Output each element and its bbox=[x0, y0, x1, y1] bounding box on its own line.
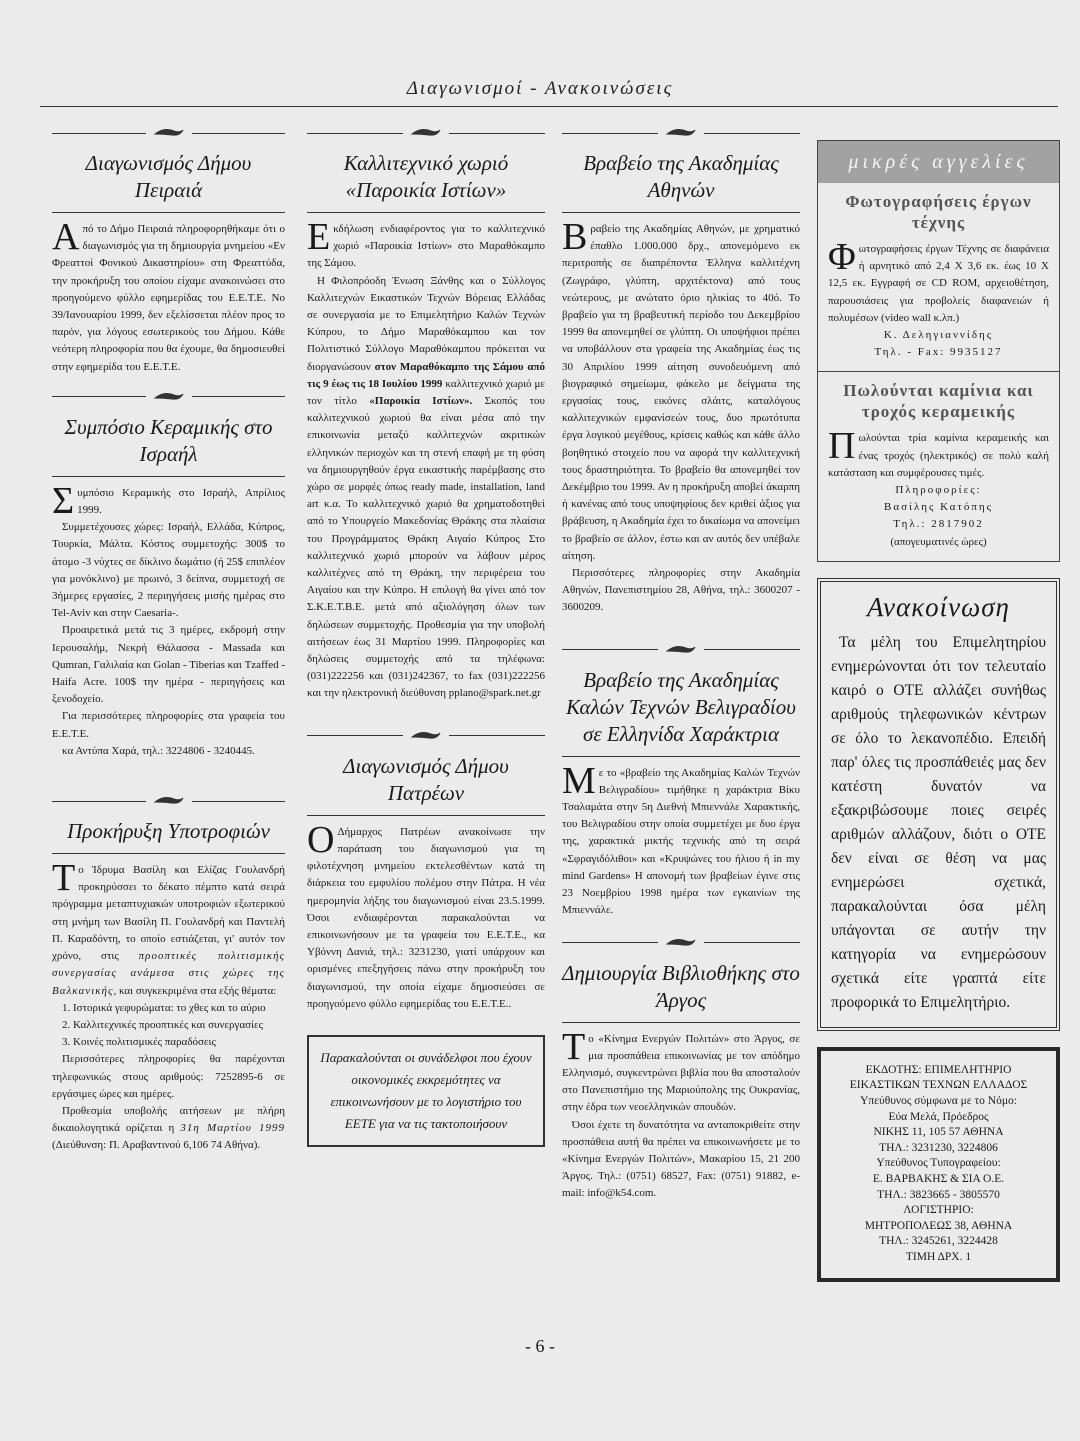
paragraph: Η Φιλοπρόοδη Ένωση Ξάνθης και ο Σύλλογος Καλλιτεχνών Εικαστικών Τεχνών Βόρειας Ελλάδας σε συνεργασία με το Επιμελητήριο Καλών Τεχνών Κύπρου, το Δήμο Μαραθόκαμπου και τον Πολιτιστικό Σύλλογο Μαραθόκαμπου πρόκειται να διοργανώσουν bbox=[307, 274, 545, 373]
ad-title: Φωτογραφήσεις έργων τέχνης bbox=[845, 192, 1032, 232]
ad-phone: Τηλ.: 2817902 bbox=[893, 518, 984, 531]
paragraph: καλλιτεχνικό χωριό με τον τίτλο bbox=[307, 377, 545, 408]
quill-ornament-icon bbox=[664, 935, 698, 951]
paragraph: Περισσότερες πληροφορίες στην Ακαδημία Αθηνών, Πανεπιστημίου 28, Αθήνα, τηλ.: 3600207 - 3600209. bbox=[562, 567, 800, 614]
emphasis: προοπτικές πολιτισμικής συνεργασίας ανάμεσα στις χώρες της Βαλκανικής bbox=[52, 950, 285, 997]
paragraph: Για περισσότερες πληροφορίες στα γραφεία του Ε.Ε.Τ.Ε. bbox=[52, 710, 285, 740]
article-patras-body bbox=[307, 818, 545, 1013]
publisher-line: Ε. ΒΑΡΒΑΚΗΣ & ΣΙΑ Ο.Ε. bbox=[872, 1173, 1005, 1185]
paragraph: Δήμαρχος Πατρέων ανακοίνωσε την παράταση του διαγωνισμού για τη φιλοτέχνηση μνημείου εκτελεσθέντων κατά τη διάρκεια του εμφυλίου πολέμου στην Πάτρα. Η νέα ημερομηνία λήξης του διαγωνισμού είναι 23.5.1999. Όσοι ενδιαφέρονται παρακαλούνται να επικοινωνήσουν με τα γραφεία του Ε.Ε.Τ.Ε., κα Υβόννη Δανιά, τηλ.: 3231230, γιατί υπάρχουν και ορισμένες επεξηγήσεις πάνω στην προκήρυξη του διαγωνισμού, την οποία είχαμε δημοσιεύσει σε προηγούμενο φύλλο εφημερίδας του Ε.Ε.Τ.Ε.. bbox=[307, 825, 545, 1010]
list-item: 1. Ιστορικά γεφυρώματα: το χθες και το αύριο bbox=[62, 1001, 266, 1014]
drop-cap: Φ bbox=[828, 236, 856, 278]
ad-phone: Τηλ. - Fax: 9935127 bbox=[874, 346, 1003, 359]
article-title: Προκήρυξη Υποτροφιών bbox=[52, 812, 285, 854]
publisher-line: ΤΗΛ.: 3231230, 3224806 bbox=[879, 1141, 998, 1154]
drop-cap: Τ bbox=[52, 857, 76, 900]
article-piraeus-body bbox=[52, 216, 285, 376]
publisher-line: Υπεύθυνος Τυπογραφείου: bbox=[876, 1157, 1001, 1170]
paragraph: Συμμετέχουσες χώρες: Ισραήλ, Ελλάδα, Κύπρος, Τουρκία, Μάλτα. Κόστος συμμετοχής: 300$ το άτομο -3 νύχτες σε δίκλινο δωμάτιο (ή 25$ επιπλέον για μονόκλινο) με πρωινό, 3 δείπνα, συμμετοχή σε 3ήμερες εργασίες, 2 περιηγήσεις μισής ημέρας στο Tel-Aviv και στην Caesaria-. bbox=[52, 521, 285, 620]
page-number: - 6 - bbox=[525, 1336, 555, 1356]
ornament-divider bbox=[307, 725, 545, 747]
paragraph: , και συγκεκριμένα στα εξής θέματα: bbox=[113, 984, 277, 997]
publisher-line: ΛΟΓΙΣΤΗΡΙΟ: bbox=[903, 1204, 974, 1217]
article-scholarships-body bbox=[52, 857, 286, 1154]
article-title: Καλλιτεχνικό χωριό «Παροικία Ιστίων» bbox=[307, 144, 545, 213]
drop-cap: Τ bbox=[562, 1025, 586, 1068]
paragraph: Προθεσμία υποβολής αιτήσεων με πλήρη δικαιολογητικά ορίζεται η bbox=[52, 1104, 285, 1135]
ad-contact: Βασίλης Κατόπης bbox=[884, 501, 993, 514]
ad-title: Πωλούνται καμίνια και τροχός κεραμεικής bbox=[843, 381, 1034, 422]
quill-ornament-icon bbox=[152, 389, 186, 405]
bold-dates: στον Μαραθόκαμπο της Σάμου από τις 9 έως τις 18 Ιουλίου 1999 bbox=[307, 360, 545, 390]
publisher-line: ΤΙΜΗ ΔΡΧ. 1 bbox=[905, 1250, 972, 1263]
header-rule bbox=[40, 106, 1058, 107]
quill-ornament-icon bbox=[409, 728, 443, 744]
column-2 bbox=[307, 118, 545, 1147]
ornament-divider bbox=[562, 122, 800, 144]
article-title: Συμπόσιο Κεραμικής στο Ισραήλ bbox=[52, 408, 285, 477]
article-belgrade-body bbox=[562, 759, 800, 920]
drop-cap: Α bbox=[52, 216, 80, 258]
paragraph: ε το «βραβείο της Ακαδημίας Καλών Τεχνών Βελιγραδίου» τιμήθηκε η χαράκτρια Βίκυ Τσαλαμάτα στην 5η Διεθνή Μπιεννάλε Χαρακτικής, του Βελιγραδίου στην οποία συμμετέχει με δυο έργα της, χαρακτικά μικτής τεχνικής από τη σειρά «Σφραγιδόλιθοι» και «Κρυψώνες του ήλιου ή in my mind Gardens» Η απονομή των βραβείων έγινε στις 23 Νοεμβρίου 1998 ημέρα των εγκαινίων της Μπιεννάλε. bbox=[562, 766, 800, 917]
ornament-divider bbox=[562, 639, 800, 661]
drop-cap: Π bbox=[828, 425, 856, 468]
publisher-box bbox=[817, 1047, 1060, 1282]
accounting-notice-box: Παρακαλούνται οι συνάδελφοι που έχουν οικονομικές εκκρεμότητες να επικοινωνήσουν με το λογιστήριο του ΕΕΤΕ για να τις τακτοποιήσουν bbox=[307, 1035, 545, 1147]
publisher-line: ΜΗΤΡΟΠΟΛΕΩΣ 38, ΑΘΗΝΑ bbox=[864, 1219, 1013, 1232]
bold-title: «Παροικία Ιστίων». bbox=[369, 395, 473, 408]
contact-line: κα Αντύπα Χαρά, τηλ.: 3224806 - 3240445. bbox=[62, 744, 255, 757]
classified-ad bbox=[818, 371, 1059, 560]
paragraph: (Διεύθυνση: Π. Αραβαντινού 6,106 74 Αθήνα). bbox=[52, 1139, 261, 1152]
article-title: Διαγωνισμός Δήμου Πατρέων bbox=[307, 747, 545, 816]
paragraph: κδήλωση ενδιαφέροντος για το καλλιτεχνικό χωριό «Παροικία Ιστίων» στο Μαραθόκαμπο της Σάμου. bbox=[307, 223, 545, 270]
ornament-divider bbox=[562, 932, 800, 954]
publisher-line: ΤΗΛ.: 3245261, 3224428 bbox=[879, 1235, 998, 1248]
paragraph: ο «Κίνημα Ενεργών Πολιτών» στο Άργος, σε μια προσπάθεια επικοινωνίας με τον απόδημο Ελληνισμό, συγκεντρώνει βιβλία που θα αποσταλούν στο Πανεπιστήμιο της Μαριούπολης της Ουκρανίας, στην έδρα των νεοελληνικών σπουδών. bbox=[562, 1032, 800, 1114]
column-3 bbox=[562, 118, 800, 1203]
list-item: 2. Καλλιτεχνικές προοπτικές και συνεργασίες bbox=[62, 1018, 264, 1031]
publisher-line: Εύα Μελά, Πρόεδρος bbox=[888, 1110, 989, 1123]
article-title: Βραβείο της Ακαδημίας Καλών Τεχνών Βελιγραδίου σε Ελληνίδα Χαράκτρια bbox=[562, 661, 800, 757]
ornament-divider bbox=[52, 122, 285, 144]
classifieds-banner: μικρές αγγελίες bbox=[818, 141, 1059, 183]
paragraph: ραβείο της Ακαδημίας Αθηνών, με χρηματικό έπαθλο 1.000.000 δρχ., απονεμόμενο εκ περιτροπής σε διαπρέποντα Έλληνα καλλιτέχνη (Ζωγράφο, γλύπτη, αρχιτέκτονα) από τους νεώτερους, με ανώτατο όριο ηλικίας το 40ό. Το βραβείο για τη βραβευτική περίοδο του Δεκεμβρίου 1999 θα απονεμηθεί σε γλύπτη. Οι υποψήφιοι πρέπει να υποβάλλουν στα γραφεία της Ακαδημίας έως τις 30 Απριλίου 1999 αίτηση συνοδευόμενη από βιογραφικό σημείωμα, φάκελο με δείγματα της εργασίας τους, εικόνες σλάιτς, καταλόγους καλλιτεχνικών εμφανίσεών τους, δυο πρωτότυπα έργα λογικού μεγέθους, κρίσεις καθώς και κάθε άλλο βοηθητικό στοιχείο που να αφορά την καλλιτεχνική τους δραστηριότητα. Το βραβείο θα απονεμηθεί τον Δεκέμβριο του 1999. Αν η προκήρυξη αποβεί άκαρπη ή κανένας από τους υποψηφίους δεν κριθεί άξιος για βράβευση, η Ακαδημία έχει το δικαίωμα να απονείμει το βραβείο σε άλλον, έστω και αν αυτός δεν υπέβαλε αίτηση. bbox=[562, 223, 800, 562]
paragraph: Περισσότερες πληροφορίες θα παρέχονται τηλεφωνικώς στους αριθμούς: 7252895-6 σε εργάσιμες ώρες και ημέρες. bbox=[52, 1053, 285, 1100]
ad-text: ωτογραφήσεις έργων Τέχνης σε διαφάνεια ή αρνητικό από 2,4 Χ 3,6 εκ. έως 10 Χ 12,5 εκ. Εγγραφή σε CD ROM, αρχειοθέτηση, παρουσιάσεις για προβολείς διαφανειών ή πολυμέσων (video wall κ.λπ.) bbox=[828, 243, 1049, 324]
ad-info-label: Πληροφορίες: bbox=[895, 484, 982, 497]
article-title: Διαγωνισμός Δήμου Πειραιά bbox=[52, 144, 285, 213]
paragraph: Όσοι έχετε τη δυνατότητα να ανταποκριθείτε στην προσπάθεια αυτή θα πρέπει να επικοινωνήσετε με το «Κίνημα Ενεργών Πολιτών», Μακαρίου 15, 21 200 Άργος. Τηλ.: (0751) 68527, Fax: (0751) 91882, e-mail: info@k54.com. bbox=[562, 1118, 800, 1200]
quill-ornament-icon bbox=[664, 125, 698, 141]
quill-ornament-icon bbox=[152, 125, 186, 141]
drop-cap: Ε bbox=[307, 216, 331, 258]
classifieds-box bbox=[817, 140, 1060, 562]
announcement-text: Τα μέλη του Επιμελητηρίου ενημερώνονται ότι τον τελευταίο καιρό ο ΟΤΕ αλλάζει συνήθως αριθμούς τηλεφωνικών κέντρων σε όλο το λεκανοπέδιο. Επειδή παρ' όλες τις προσπάθειές μας δεν κατέστη δυνατόν να εξακριβώσουμε ποιες σειρές αριθμών αλλάζουν, διότι ο ΟΤΕ δεν είναι σε θέση να μας ενημερώσει σχετικά, παρακαλούνται όσα μέλη υπάγονται σε αυτήν την κατηγορία να ενημερώσουν σχετικά είτε γραπτά είτε προφορικά το Επιμελητήριο. bbox=[831, 633, 1046, 1011]
article-academy-body bbox=[562, 216, 800, 617]
drop-cap: Β bbox=[562, 216, 588, 258]
announcement-title: Ανακοίνωση bbox=[867, 591, 1010, 622]
publisher-line: ΕΙΚΑΣΤΙΚΩΝ ΤΕΧΝΩΝ ΕΛΛΑΔΟΣ bbox=[849, 1079, 1028, 1092]
paragraph: Προαιρετικά μετά τις 3 ημέρες, εκδρομή στην Ιερουσαλήμ, Νεκρή Θάλασσα - Massada και Qumran, Γαλιλαία και Golan - Tiberias και Tzaffed - Haifa Acre. 100$ την ημέρα - περιηγήσεις και ξενοδοχείο. bbox=[52, 624, 285, 706]
column-1 bbox=[52, 118, 285, 1155]
quill-ornament-icon bbox=[664, 642, 698, 658]
paragraph: Σκοπός του καλλιτεχνικού χωριού θα είναι μέσα από την επικοινωνία μεταξύ καλλιτεχνών ακριτικών ελληνικών περιοχών και τη στενή επαφή με τη φύση να δημιουργηθούν έργα εικαστικής παρέμβασης στο χώρο σε μορφές όπως ready made, installation, land art κ.α. Το καλλιτεχνικό χωριό θα χρηματοδοτηθεί από το Υπουργείο Μακεδονίας Θράκης στα πλαίσια του Προγράμματος Θράκη Αιγαίο Κύπρος Στο καλλιτεχνικό χωριό μπορούν να λάβουν μέρος καλλιτέχνες από τη Θράκη, την περιφέρεια του Αιγαίου και την Κύπρο. Η επιλογή θα γίνει από τον Σ.Κ.Ε.Τ.Β.Ε. μετά από αξιολόγηση όλων των δηλώσεων συμμετοχής. Προθεσμία για την υποβολή αιτήσεων έως 31 Μαρτίου 1999. Πληροφορίες και δηλώσεις συμμετοχής από τα τηλέφωνα: (031)222256 και (031)242367, το fax (031)222256 και την ηλεκτρονική διεύθυνση pplano@spark.net.gr bbox=[307, 395, 545, 700]
column-4 bbox=[817, 118, 1060, 1282]
article-village-body bbox=[307, 216, 545, 703]
publisher-line: ΕΚΔΟΤΗΣ: ΕΠΙΜΕΛΗΤΗΡΙΟ bbox=[865, 1063, 1012, 1076]
ad-text: ωλούνται τρία καμίνια κεραμεικής και ένας τροχός (ηλεκτρικός) σε πολύ καλή κατάσταση και συμφέρουσες τιμές. bbox=[828, 432, 1049, 479]
paragraph: πό το Δήμο Πειραιά πληροφορηθήκαμε ότι ο διαγωνισμός για τη δημιουργία μνημείου «Εν Φρεαττοί Φονικού Δικαστηρίου» στη Φρεαττύδα, την προκήρυξη του οποίου είχαμε ανακοινώσει στο προηγούμενο φύλλο εφημερίδας του Ε.Ε.Τ.Ε. Νο 39/Ιανουαρίου 1999, δεν εξελίσσεται πλέον προς το παρόν, για λόγους εσωτερικούς του Δήμου. Κάθε νεότερη πληροφορία που θα έχουμε, θα δημοσιευθεί στην εφημερίδα του Ε.Ε.Τ.Ε. bbox=[52, 223, 285, 373]
section-header: Διαγωνισμοί - Ανακοινώσεις bbox=[406, 78, 674, 99]
announcement-box bbox=[817, 578, 1060, 1031]
ad-note: (απογευματινές ώρες) bbox=[890, 535, 987, 548]
quill-ornament-icon bbox=[152, 793, 186, 809]
list-item: 3. Κοινές πολιτισμικές παραδόσεις bbox=[62, 1036, 216, 1049]
article-library-body bbox=[562, 1025, 800, 1203]
article-israel-body bbox=[52, 479, 285, 760]
quill-ornament-icon bbox=[409, 125, 443, 141]
ad-contact: Κ. Δεληγιαννίδης bbox=[883, 329, 994, 342]
drop-cap: Μ bbox=[562, 759, 596, 802]
article-title: Βραβείο της Ακαδημίας Αθηνών bbox=[562, 144, 800, 213]
classified-ad bbox=[818, 183, 1059, 371]
ornament-divider bbox=[52, 790, 285, 812]
drop-cap: Σ bbox=[52, 479, 75, 522]
deadline: 31η Μαρτίου 1999 bbox=[180, 1122, 286, 1135]
publisher-line: ΝΙΚΗΣ 11, 105 57 ΑΘΗΝΑ bbox=[873, 1126, 1004, 1139]
article-title: Δημιουργία Βιβλιοθήκης στο Άργος bbox=[562, 954, 800, 1023]
publisher-line: Υπεύθυνος σύμφωνα με το Νόμο: bbox=[860, 1095, 1017, 1108]
paragraph: υμπόσιο Κεραμικής στο Ισραήλ, Απρίλιος 1999. bbox=[77, 486, 285, 517]
paragraph: ο Ίδρυμα Βασίλη και Ελίζας Γουλανδρή προκηρύσσει το δέκατο πέμπτο κατά σειρά πρόγραμμα μεταπτυχιακών υποτροφιών εξωτερικού στη μνήμη των Βασίλη Π. Γουλανδρή και Παντελή Π. Καραδόντη, το οποίο εστιάζεται, γι' αυτόν τον χρόνο, στις bbox=[52, 864, 285, 963]
publisher-line: ΤΗΛ.: 3823665 - 3805570 bbox=[877, 1188, 1000, 1201]
ornament-divider bbox=[52, 386, 285, 408]
drop-cap: Ο bbox=[307, 818, 335, 861]
ornament-divider bbox=[307, 122, 545, 144]
